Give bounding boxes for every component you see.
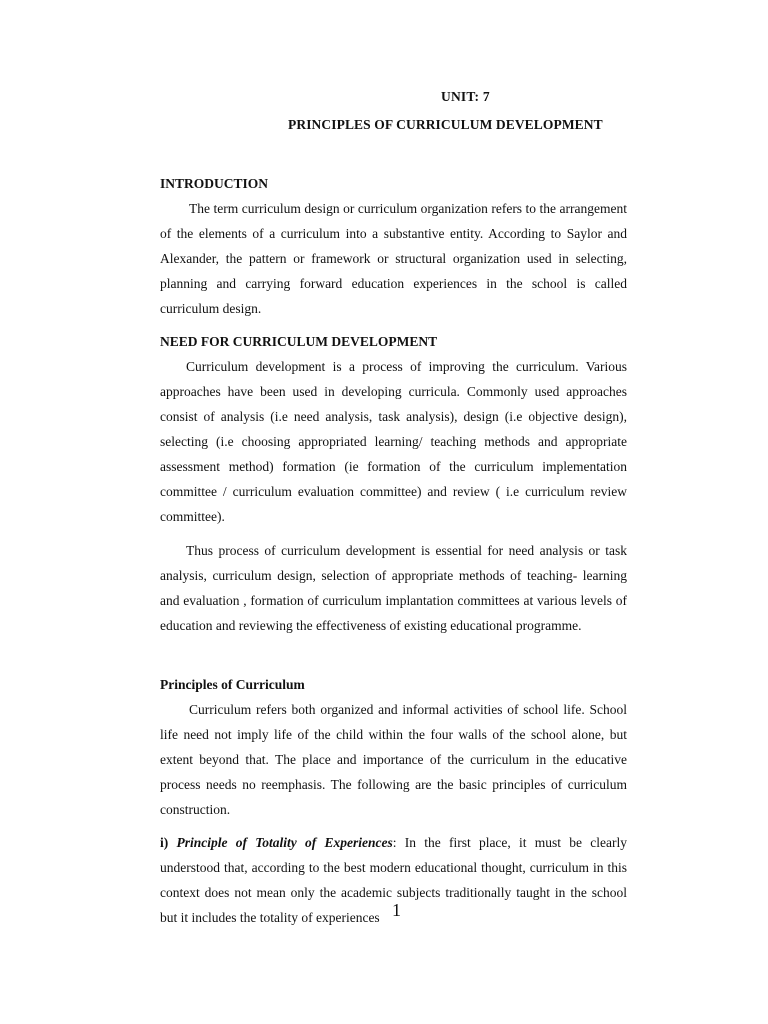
- need-paragraph-1: Curriculum development is a process of improving the curriculum. Various approaches have been used in developing curricula. Commonly used approaches consist of analysis (i.e need analysis, task analysis), design (i.e objective design), selecting (i.e choosing appropriated learning/ teaching methods and appropriate assessment method) formation (ie formation of the curriculum implementation committee / curriculum evaluation committee) and review ( i.e curriculum review committee).: [160, 359, 627, 524]
- introduction-heading: INTRODUCTION: [160, 176, 269, 191]
- principle-item-1-title: Principle of Totality of Experiences: [176, 835, 393, 850]
- need-paragraph-2: Thus process of curriculum development is essential for need analysis or task analysis, curriculum design, selection of appropriate methods of teaching- learning and evaluation , formation of curriculum implantation committees at various levels of education and reviewing the effectiveness of existing educational programme.: [160, 543, 627, 633]
- principle-item-1-text: : In the first place, it must be clearly understood that, according to the best modern educational thought, curriculum in this context does not mean only the academic subjects traditionally taught in the school but it includes the totality of experiences: [160, 835, 627, 925]
- principles-paragraph: Curriculum refers both organized and informal activities of school life. School life need not imply life of the child within the four walls of the school alone, but extent beyond that. The place and importance of the curriculum in the educative process needs no reemphasis. The following are the basic principles of curriculum construction.: [160, 702, 627, 817]
- principles-heading: Principles of Curriculum: [160, 677, 305, 692]
- unit-label: UNIT: 7: [441, 89, 490, 104]
- chapter-title: PRINCIPLES OF CURRICULUM DEVELOPMENT: [288, 117, 603, 132]
- need-heading: NEED FOR CURRICULUM DEVELOPMENT: [160, 334, 438, 349]
- introduction-paragraph: The term curriculum design or curriculum organization refers to the arrangement of the elements of a curriculum into a substantive entity. According to Saylor and Alexander, the pattern or framework or structural organization used in selecting, planning and carrying forward education experiences in the school is called curriculum design.: [160, 201, 627, 316]
- principle-item-1-number: i): [160, 835, 169, 850]
- page-number: 1: [392, 900, 401, 920]
